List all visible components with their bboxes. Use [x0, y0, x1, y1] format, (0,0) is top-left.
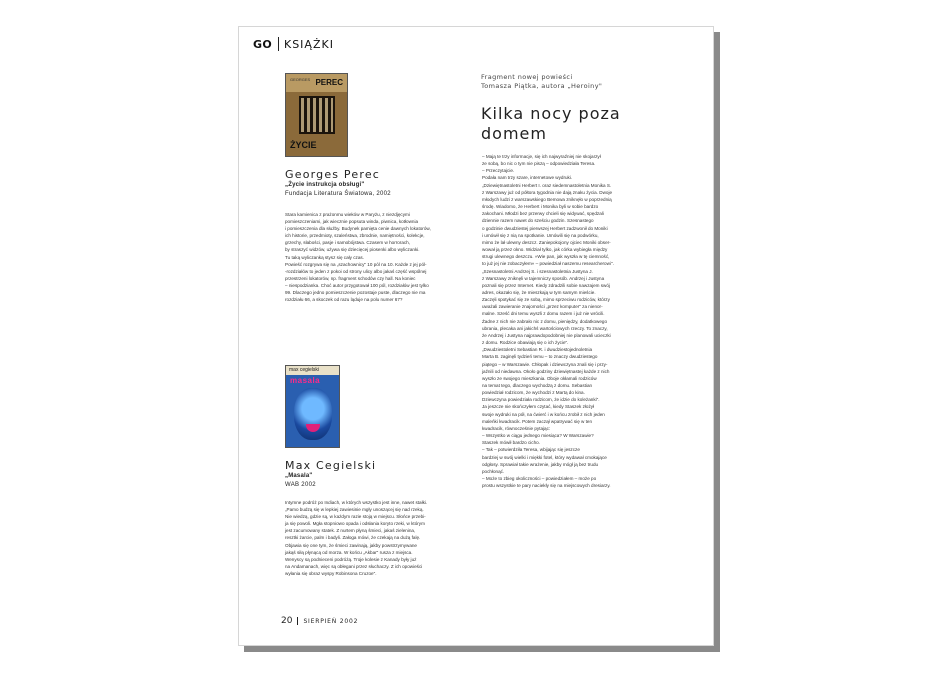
- body-line: dziennie razem nawet do sześciu godzin. Szesnastego: [482, 218, 594, 224]
- body-line: ubrania, plecaka ani jakichś wartościowych rzeczy. To znaczy,: [482, 325, 608, 331]
- body-line: i umówił się z nią na spotkanie. Umówili się na podwórku,: [482, 232, 599, 238]
- book1-subtitle: „Życie instrukcja obsługi": [285, 182, 365, 188]
- body-line: młodych ludzi z warszawskiego Bemowa zniknęło w poprzednią: [482, 196, 612, 202]
- body-line: odgłosy. Sprawiał takie wrażenie, jakby mógł ją bez trudu: [482, 461, 599, 467]
- body-line: piątego – w Warszawie. Chłopak i dziewczyna znali się i przy-: [482, 361, 608, 367]
- header-divider: [278, 37, 279, 51]
- cover-title: masala: [290, 376, 321, 385]
- review-line: pomieszczeniami, jak wiecznie popsuta winda, piwnica, kotłownia: [285, 219, 419, 225]
- review-line: -rozdziałów to jeden z pokoi od strony ulicy albo jakaś część wspólnej: [285, 268, 427, 274]
- title-line: domem: [481, 124, 547, 143]
- review-line: 99. Dlaczego jedno pomieszczenie pozostaje puste, dlaczego nie ma: [285, 290, 426, 296]
- body-line: Żadne z nich nie zabrało nic z domu, pieniędzy, dodatkowego: [482, 318, 608, 324]
- cover-title-bottom: ŻYCIE: [290, 140, 317, 150]
- body-line: mimo że lał ulewny deszcz. Zaniepokojony ojciec Moniki obser-: [482, 239, 611, 245]
- review-line: Stara kamienica z prażonmu wieków w Paryżu, z niezdjęcymi: [285, 212, 410, 217]
- body-line: swoje wydruki na pół, na ćwierć i w końcu zrobił z nich jeden: [482, 411, 605, 417]
- body-line: prostu wszystkie te pary naciekły się na miejscowych dresiarzy.: [482, 483, 611, 489]
- body-line: poznali się przez Internet. Kiedy zdradzili sobie nawzajem swój: [482, 282, 610, 288]
- title-line: Kilka nocy poza: [481, 104, 621, 123]
- review-line: Objawia się one tym, że śmieci zawinają, jakby powstrzymywane: [285, 542, 417, 548]
- review-line: ja się powoli. Mgła stopniowo opada i odsłania koryto rzeki, w którym: [285, 521, 425, 527]
- intro-line: Tomasza Piątka, autora „Heroiny": [481, 81, 603, 90]
- cover-author-label: GEORGES: [290, 77, 311, 82]
- body-line: „Dziewiętnastoletni Herbert I. oraz siedemnastoletnia Monika S.: [482, 182, 612, 188]
- magazine-page: [238, 26, 714, 646]
- book1-author: Georges Perec: [285, 168, 381, 181]
- body-line: – Mają te trzy informacje, się ich najwyraźniej nie skojarzył: [482, 154, 601, 159]
- review-line: resztki żarcie, palm i badyli. Załoga mówi, że czekają na dużą falę.: [285, 535, 421, 541]
- body-line: Podała nam trzy szare, internetowe wydruki.: [482, 175, 573, 181]
- review-line: Intymne podróż po Indiach, w których wszystko jest inne, nawet stałki.: [285, 500, 428, 505]
- article-intro: [481, 73, 602, 90]
- cover-author-label: max cegielski: [289, 367, 320, 373]
- article-title: [481, 104, 621, 144]
- body-line: Ja jeszcze nie skończyłem czytać, kiedy Staszek złożył: [482, 404, 595, 410]
- review-line: by straszyć widzów, używa się dziecięcej piosenki albo wyliczanki.: [285, 247, 420, 253]
- cover-title-top: PEREC: [315, 78, 343, 87]
- body-line: Dziewczyna powiedziała rodzicom, że idzie do koleżanki".: [482, 397, 600, 403]
- body-line: „Dwudziestoletni Sebastian R. i dwudziestojednoletnia: [482, 347, 593, 353]
- intro-line: Fragment nowej powieści: [481, 73, 573, 81]
- body-line: wował ją przez okno. Widział tylko, jak córka wybiegła między: [482, 247, 608, 253]
- review-line: grzechy, słabości, pasje i samobójstwa. Czasem w horrorach,: [285, 240, 411, 246]
- book1-publisher: Fundacja Literatura Światowa, 2002: [285, 191, 391, 197]
- body-line: kwadracik, równocześnie pytając:: [482, 425, 551, 431]
- footer-divider: [297, 617, 298, 625]
- body-line: „Szesnastoletni Andrzej S. i szesnastoletnia Justyna J.: [482, 268, 593, 274]
- body-line: na temat tego, dlaczego wychodzą z domu. Sebastian: [482, 383, 593, 388]
- review-line: i pomieszczenia dla służby. Budynek pamięta cenie dawnych lokatorów,: [285, 226, 431, 232]
- review-line: jakąś siłą płynącą od morza. W końcu „Akbar" rusza z miejsca.: [285, 549, 413, 555]
- book2-review: [285, 499, 427, 577]
- body-line: to już jej nie zobaczyłem« – powiedział naszemu researcherowi".: [482, 261, 614, 267]
- review-line: wyłania się obraz wyspy Robinsona Cruzoe".: [285, 570, 377, 576]
- book2-author: Max Cegielski: [285, 459, 377, 472]
- book2-subtitle: „Masala": [285, 473, 313, 479]
- review-line: Tu taką wyliczanką stysz się cały czas.: [285, 254, 364, 260]
- book-cover-masala: [285, 365, 340, 448]
- body-line: Marta B. zaginęli tydzień temu – to znaczy dwudziestego: [482, 354, 598, 360]
- review-line: „Pamo budzą się w lepkiej zawiesinie mgły unoszącej się nad rzeką.: [285, 507, 424, 513]
- review-line: na Andamanach, więc są obłegani przez słuchaczy. Z ich opowieści: [285, 563, 423, 569]
- book2-publisher: WAB 2002: [285, 482, 316, 488]
- body-line: jaźnili od niedawna. Około godziny dziewiętnastej każde z nich: [482, 368, 610, 374]
- article-body: [482, 153, 614, 489]
- review-line: przestrzeni lokatorów, np. fragment schodów czy hall. Na koniec: [285, 275, 416, 281]
- body-line: adres, okazało się, że mieszkają w tym samym mieście.: [482, 289, 596, 295]
- body-line: uważali zawieranie znajomości „przez komputer" za nienor-: [482, 304, 603, 310]
- section-title: KSIĄŻKI: [283, 37, 334, 51]
- body-line: że Andrzej i Justyna najprawdopodobniej nie planowali ucieczki: [482, 332, 611, 338]
- magazine-brand: GO: [253, 37, 272, 51]
- section-header: [253, 36, 334, 52]
- review-line: Wenyscy są podnieceni podróżą. Troje kolesie z Kanady były już: [285, 556, 417, 562]
- body-line: malne. Sześć dni temu wyszli z domu razem i już nie wrócili.: [482, 311, 605, 317]
- body-line: strugi ulewnego deszczu. »Wie pan, jak wyszła w tę ciemność,: [482, 254, 610, 260]
- review-line: ich historie, przedmioty, szaleństwa, zbrodnie, namiętności, kolekcje,: [285, 233, 425, 239]
- review-line: Nie wiedzą, gdzie są, w każdym razie stoją w miejscu. Słońce przebi-: [285, 514, 426, 520]
- body-line: – Przeczytajcie.: [482, 168, 515, 174]
- body-line: środę. Wiadomo, że Herbert i Monika byli w sobie bardzo: [482, 204, 599, 210]
- body-line: z Warszawy zniknęli w tajemniczy sposób. Andrzej i Justyna: [482, 275, 605, 281]
- body-line: zakochani. Młodzi bez przerwy chcieli się widywać, spędzali: [482, 211, 604, 217]
- body-line: – Może to zbieg okoliczności – powiedziałem – może po: [482, 476, 597, 482]
- review-line: Powieść rozgrywa się na „szachownicy" 10 pól na 10. Każde z jej pól-: [285, 261, 427, 267]
- body-line: powiedział rodzicom, że wychodzi z Martą do kina.: [482, 390, 585, 396]
- review-line: – niespodzianka. Choć autor przygotował 100 pól, rozdziałów jest tylko: [285, 282, 429, 288]
- body-line: Zaczęli spotykać się ze sobą, mimo sprzeciwu rodziców, którzy: [482, 297, 610, 303]
- book-cover-perec: [285, 73, 348, 157]
- body-line: pochłonąć.: [482, 468, 505, 474]
- body-line: – Tak – potwierdziła Teresa, wbijając się jeszcze: [482, 447, 580, 453]
- page-footer: [281, 616, 358, 626]
- body-line: – Wszystko w ciągu jednego miesiąca? W Warszawie?: [482, 433, 594, 439]
- body-line: wyszło ze swojego mieszkania. Oboje okłamali rodziców: [482, 375, 597, 381]
- body-line: z Warszawy już od półtora tygodnia nie dają znaku życia. Dwoje: [482, 189, 613, 195]
- body-line: maleńki kwadracik. Potem zaczął wpatrywać się w ten: [482, 418, 593, 424]
- body-line: ze sobą, bo nic o tym nie piszą – odpowiedziała Teresa.: [482, 161, 596, 167]
- body-line: bardziej w swój wielki i miękki fotel, który wydawał cmokające: [482, 454, 607, 460]
- body-line: Staszek mówił bardzo cicho.: [482, 440, 540, 446]
- page-number: 20: [281, 616, 293, 626]
- review-line: rozdziału 66, a skoczek od razu ląduje na polu numer 67?: [285, 297, 403, 303]
- body-line: o godzinie dwudziestej pierwszej Herbert zadzwonił do Moniki: [482, 225, 608, 231]
- book1-review: [285, 211, 431, 303]
- review-line: jest zacumowany statek. Z nurtem płyną śmieci, jakaś zielenina,: [285, 528, 416, 534]
- issue-date: SIERPIEŃ 2002: [303, 617, 359, 625]
- body-line: z domu. Rodzice obawiają się o ich życie".: [482, 340, 569, 346]
